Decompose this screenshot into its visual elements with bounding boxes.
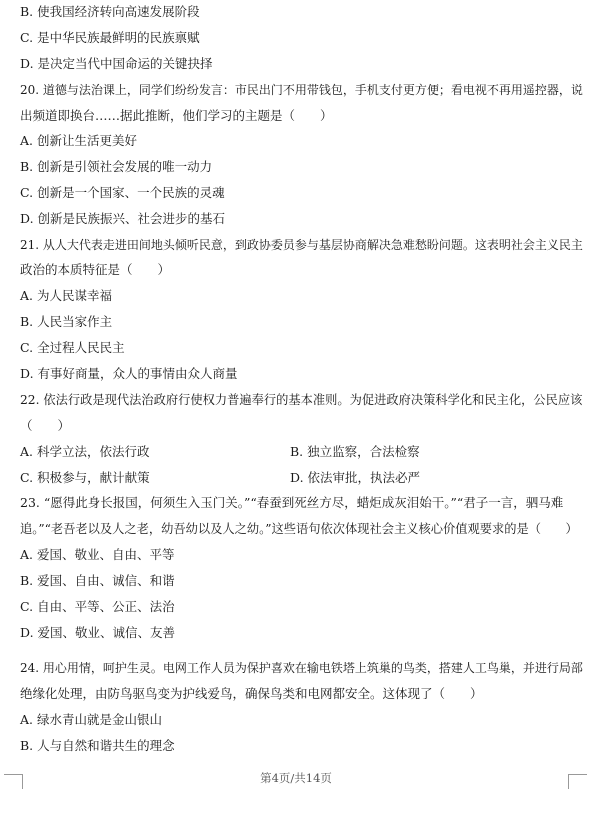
option-24-a: A. 绿水青山就是金山银山 [20, 712, 162, 727]
option-19-d: D. 是决定当代中国命运的关键抉择 [20, 56, 213, 71]
option-24-b: B. 人与自然和谐共生的理念 [20, 738, 175, 753]
option-22-d: D. 依法审批，执法必严 [290, 470, 421, 485]
option-21-c: C. 全过程人民民主 [20, 340, 125, 355]
option-20-a: A. 创新让生活更美好 [20, 133, 137, 148]
question-22-line-2: （ ） [20, 418, 71, 433]
option-23-d: D. 爱国、敬业、诚信、友善 [20, 625, 176, 640]
option-23-b: B. 爱国、自由、诚信、和谐 [20, 573, 175, 588]
question-21-line-1: 21. 从人大代表走进田间地头倾听民意，到政协委员参与基层协商解决急难愁盼问题。这表明社会主义民主 [20, 238, 583, 252]
option-21-d: D. 有事好商量，众人的事情由众人商量 [20, 366, 238, 381]
question-21-line-2: 政治的本质特征是（ ） [20, 262, 171, 277]
option-23-a: A. 爱国、敬业、自由、平等 [20, 547, 175, 562]
question-24-line-2: 绝缘化处理，由防鸟驱鸟变为护线爱鸟，确保鸟类和电网都安全。这体现了（ ） [20, 686, 483, 701]
option-20-d: D. 创新是民族振兴、社会进步的基石 [20, 211, 226, 226]
option-20-c: C. 创新是一个国家、一个民族的灵魂 [20, 185, 225, 200]
page-number-footer: 第4页/共14页 [260, 771, 332, 785]
option-19-c: C. 是中华民族最鲜明的民族禀赋 [20, 30, 200, 45]
option-22-a: A. 科学立法，依法行政 [20, 444, 150, 459]
question-20-line-2: 出频道即换台……据此推断，他们学习的主题是（ ） [20, 108, 333, 123]
option-21-b: B. 人民当家作主 [20, 314, 113, 329]
option-22-c: C. 积极参与，献计献策 [20, 470, 150, 485]
option-21-a: A. 为人民谋幸福 [20, 288, 112, 303]
option-19-b: B. 使我国经济转向高速发展阶段 [20, 4, 200, 19]
question-23-line-2: 追。”“老吾老以及人之老，幼吾幼以及人之幼。”这些语句依次体现社会主义核心价值观要求的是（ ） [20, 522, 578, 536]
option-22-b: B. 独立监察，合法检察 [290, 444, 420, 459]
question-20-line-1: 20. 道德与法治课上，同学们纷纷发言：市民出门不用带钱包，手机支付更方便；看电视不再用遥控器，说 [20, 83, 583, 97]
question-22-line-1: 22. 依法行政是现代法治政府行使权力普遍奉行的基本准则。为促进政府决策科学化和民主化，公民应该 [20, 393, 583, 407]
question-24-line-1: 24. 用心用情，呵护生灵。电网工作人员为保护喜欢在输电铁塔上筑巢的鸟类，搭建人工鸟巢，并进行局部 [20, 661, 583, 675]
option-20-b: B. 创新是引领社会发展的唯一动力 [20, 159, 213, 174]
option-23-c: C. 自由、平等、公正、法治 [20, 599, 175, 614]
question-23-line-1: 23. “愿得此身长报国，何须生入玉门关。”“春蚕到死丝方尽，蜡炬成灰泪始干。”“君子一言，驷马难 [20, 495, 564, 510]
